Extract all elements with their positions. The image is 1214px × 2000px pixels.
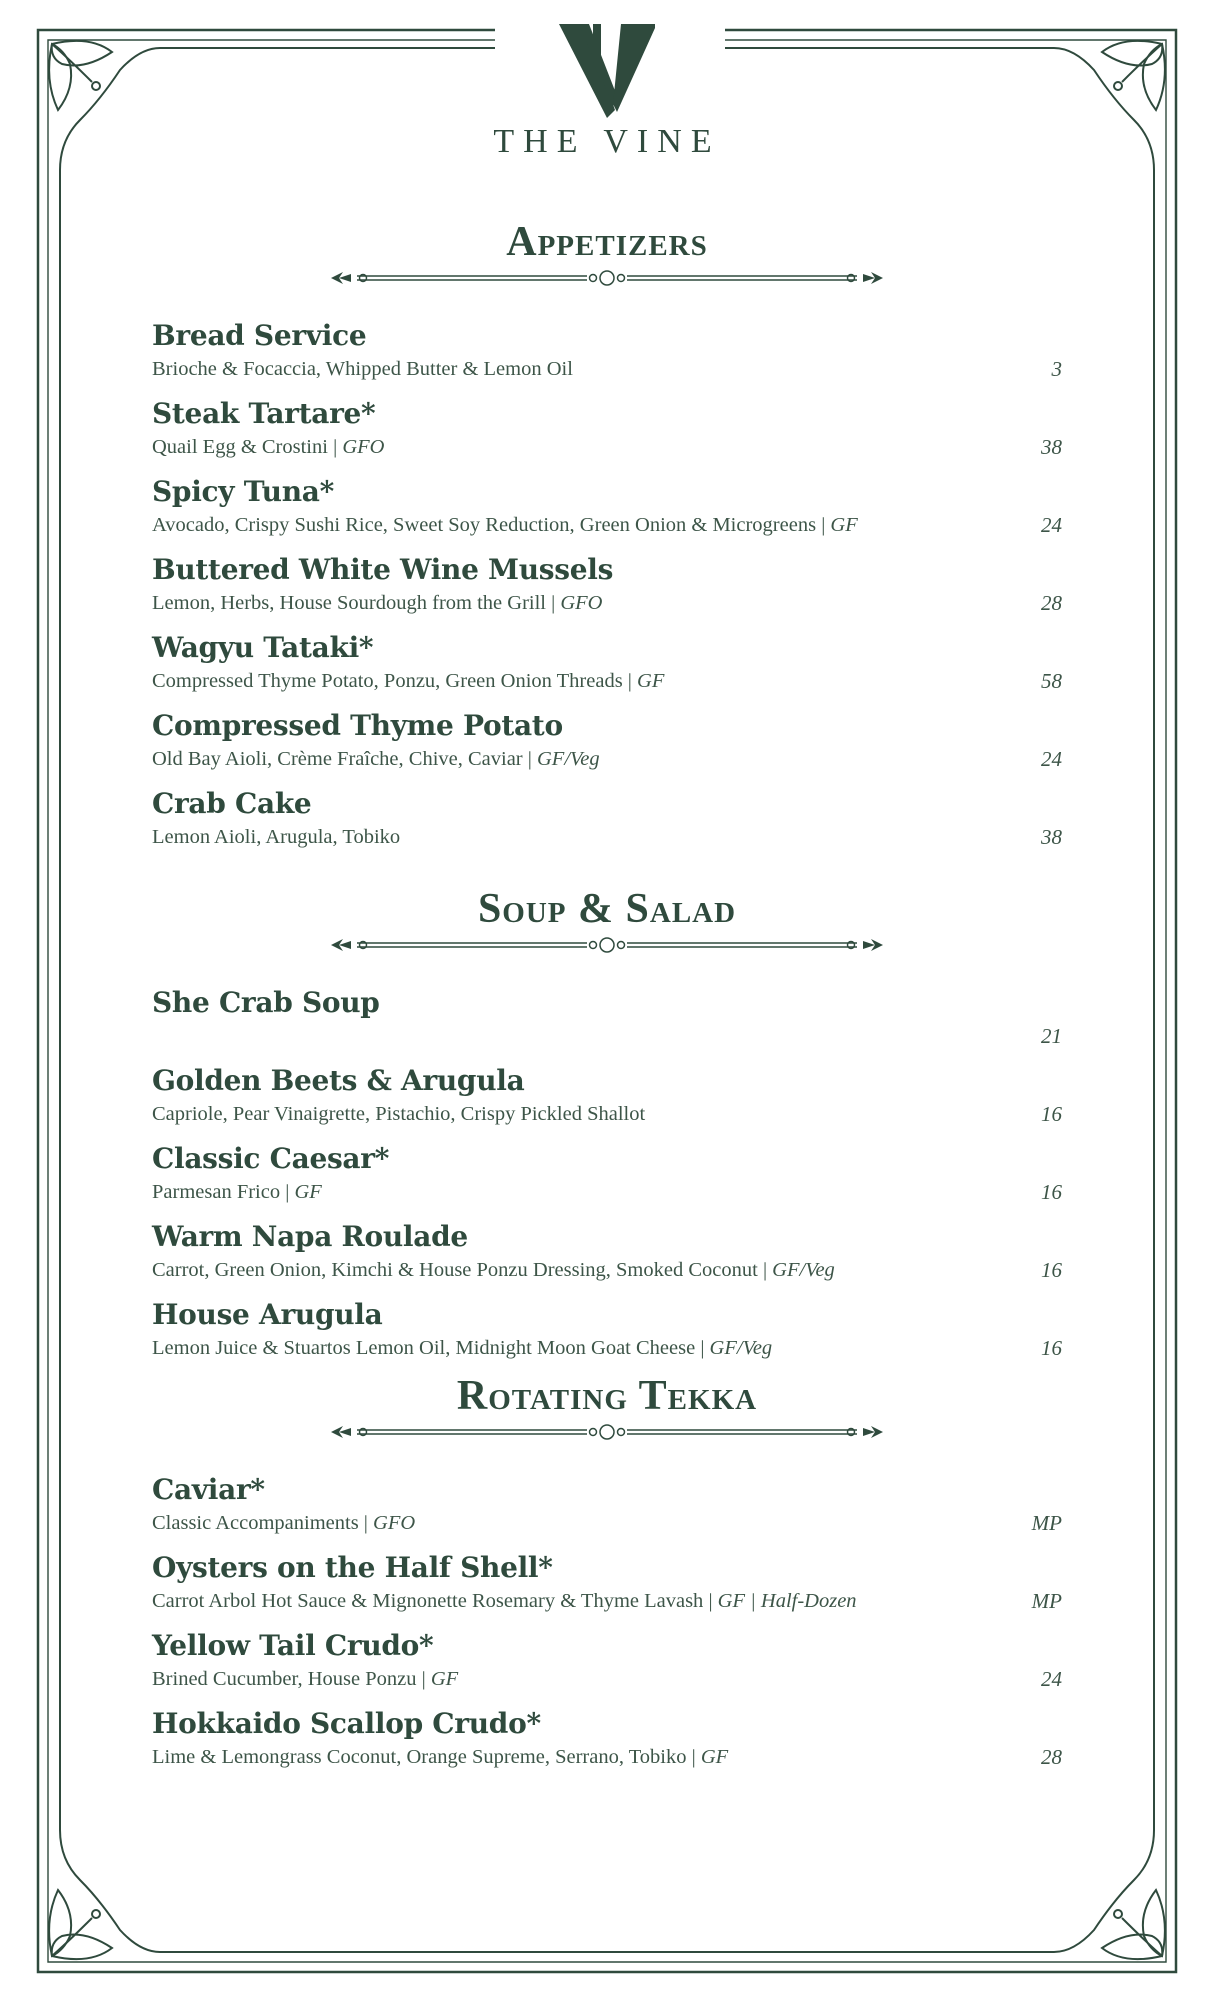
menu-item xyxy=(152,474,1062,552)
dietary-tag: GF/Veg xyxy=(537,748,600,770)
menu-item-name: Hokkaido Scallop Crudo* xyxy=(152,1707,541,1740)
menu-item-detail-line xyxy=(152,510,1062,542)
menu-item-price: 21 xyxy=(1041,1024,1062,1048)
menu-item-detail-line xyxy=(152,1333,1062,1365)
vine-logo-mark xyxy=(555,22,659,118)
section-divider xyxy=(327,1422,887,1442)
menu-item xyxy=(152,1550,1062,1628)
menu-item-name: Yellow Tail Crudo* xyxy=(152,1629,434,1662)
menu-item-detail-line xyxy=(152,1177,1062,1209)
tag-separator: | xyxy=(546,592,561,614)
tag-separator: | xyxy=(622,670,638,692)
menu-item-name: Classic Caesar* xyxy=(152,1142,390,1175)
brand-name: THE VINE xyxy=(493,123,721,160)
menu-item-price: 28 xyxy=(1041,591,1062,615)
menu-item-price: 38 xyxy=(1041,435,1062,459)
menu-item-name: Compressed Thyme Potato xyxy=(152,709,563,742)
menu-item xyxy=(152,1063,1062,1141)
menu-item-detail-line xyxy=(152,1742,1062,1774)
menu-item-price: 38 xyxy=(1041,825,1062,849)
menu-item-name: Oysters on the Half Shell* xyxy=(152,1551,553,1584)
menu-item-name: Crab Cake xyxy=(152,787,312,820)
menu-item-list xyxy=(152,985,1062,1375)
menu-item-price: 24 xyxy=(1041,747,1062,771)
menu-item-description: Avocado, Crispy Sushi Rice, Sweet Soy Reduction, Green Onion & Microgreens xyxy=(152,514,817,536)
menu-item-price: 16 xyxy=(1041,1180,1062,1204)
menu-item-name: Wagyu Tataki* xyxy=(152,631,374,664)
menu-item-name: She Crab Soup xyxy=(152,986,380,1019)
tag-separator: | xyxy=(358,1512,374,1534)
dietary-tag: GFO xyxy=(373,1512,416,1534)
menu-item-price: 24 xyxy=(1041,513,1062,537)
dietary-tag: GF/Veg xyxy=(709,1337,773,1359)
menu-item xyxy=(152,1141,1062,1219)
section-title: Rotating Tekka xyxy=(456,1373,758,1419)
menu-item-price: MP xyxy=(1031,1511,1062,1535)
menu-item xyxy=(152,1297,1062,1375)
tag-separator: | xyxy=(416,1668,431,1690)
menu-item xyxy=(152,1706,1062,1784)
menu-item-description: Brined Cucumber, House Ponzu xyxy=(152,1668,417,1690)
menu-item-description: Carrot, Green Onion, Kimchi & House Ponzu Dressing, Smoked Coconut xyxy=(152,1259,758,1281)
tag-separator: | xyxy=(757,1259,773,1281)
menu-item-detail-line xyxy=(152,666,1062,698)
menu-item-detail-line xyxy=(152,1255,1062,1287)
menu-item-list xyxy=(152,318,1062,864)
menu-item-name: Spicy Tuna* xyxy=(152,475,334,508)
menu-item-description: Compressed Thyme Potato, Ponzu, Green Onion Threads xyxy=(152,670,623,692)
menu-item-description: Lemon, Herbs, House Sourdough from the Grill xyxy=(152,592,546,614)
menu-item-detail-line xyxy=(152,1508,1062,1540)
menu-item-detail-line xyxy=(152,744,1062,776)
dietary-tag: GF xyxy=(637,670,665,692)
tag-separator: | xyxy=(280,1181,295,1203)
menu-item-price: MP xyxy=(1031,1589,1062,1613)
menu-item-detail-line xyxy=(152,1099,1062,1131)
tag-separator: | xyxy=(522,748,537,770)
menu-item xyxy=(152,318,1062,396)
menu-item xyxy=(152,630,1062,708)
menu-item-description: Quail Egg & Crostini xyxy=(152,436,328,458)
menu-item-name: Caviar* xyxy=(152,1473,265,1506)
menu-item xyxy=(152,985,1062,1063)
menu-item-description: Old Bay Aioli, Crème Fraîche, Chive, Caviar xyxy=(152,748,523,770)
menu-item-price: 28 xyxy=(1041,1745,1062,1769)
menu-item-description: Capriole, Pear Vinaigrette, Pistachio, Crispy Pickled Shallot xyxy=(152,1103,646,1125)
menu-item xyxy=(152,1219,1062,1297)
menu-item-detail-line xyxy=(152,588,1062,620)
menu-item xyxy=(152,708,1062,786)
menu-item-price: 16 xyxy=(1041,1336,1062,1360)
dietary-tag: GFO xyxy=(342,436,385,458)
tag-separator: | xyxy=(695,1337,710,1359)
menu-item-name: Warm Napa Roulade xyxy=(152,1220,468,1253)
menu-item-name: Bread Service xyxy=(152,319,367,352)
menu-item-description: Lemon Juice & Stuartos Lemon Oil, Midnight Moon Goat Cheese xyxy=(152,1337,696,1359)
menu-item-price: 16 xyxy=(1041,1258,1062,1282)
menu-item xyxy=(152,1472,1062,1550)
section-divider xyxy=(327,268,887,288)
tag-separator: | xyxy=(686,1746,701,1768)
dietary-tag: GF xyxy=(430,1668,459,1690)
dietary-tag: GF/Veg xyxy=(772,1259,835,1281)
dietary-tag: GF xyxy=(700,1746,729,1768)
menu-item-description: Parmesan Frico xyxy=(152,1181,281,1203)
menu-item-detail-line xyxy=(152,822,1062,854)
tag-separator: | xyxy=(816,514,831,536)
tag-separator: | xyxy=(703,1590,718,1612)
menu-item-description: Lime & Lemongrass Coconut, Orange Supreme, Serrano, Tobiko xyxy=(152,1746,687,1768)
menu-section xyxy=(152,218,1062,864)
menu-item-description: Lemon Aioli, Arugula, Tobiko xyxy=(152,826,401,848)
menu-item-name: Buttered White Wine Mussels xyxy=(152,553,614,586)
tag-separator: | xyxy=(327,436,343,458)
menu-item-detail-line xyxy=(152,1664,1062,1696)
section-title: Appetizers xyxy=(506,219,708,265)
menu-item xyxy=(152,396,1062,474)
menu-item-detail-line xyxy=(152,1021,1062,1053)
dietary-tag: GF xyxy=(830,514,858,536)
menu-item-description: Carrot Arbol Hot Sauce & Mignonette Rosemary & Thyme Lavash xyxy=(152,1590,704,1612)
section-divider xyxy=(327,935,887,955)
menu-item-price: 16 xyxy=(1041,1102,1062,1126)
section-title: Soup & Salad xyxy=(477,886,737,932)
menu-item xyxy=(152,552,1062,630)
menu-item-list xyxy=(152,1472,1062,1784)
dietary-tag: GF | Half-Dozen xyxy=(717,1590,857,1612)
dietary-tag: GFO xyxy=(560,592,603,614)
menu-item xyxy=(152,786,1062,864)
menu-item-name: Steak Tartare* xyxy=(152,397,376,430)
menu-item-price: 58 xyxy=(1041,669,1062,693)
menu-item-name: Golden Beets & Arugula xyxy=(152,1064,525,1097)
menu-item-detail-line xyxy=(152,1586,1062,1618)
menu-item-description: Brioche & Focaccia, Whipped Butter & Lemon Oil xyxy=(152,358,573,380)
menu-item-price: 3 xyxy=(1051,357,1062,381)
menu-item-name: House Arugula xyxy=(152,1298,383,1331)
dietary-tag: GF xyxy=(294,1181,322,1203)
menu-item-detail-line xyxy=(152,354,1062,386)
menu-section xyxy=(152,885,1062,1375)
menu-item-description: Classic Accompaniments xyxy=(152,1512,359,1534)
corner-flourish xyxy=(49,41,112,110)
menu-section xyxy=(152,1372,1062,1784)
menu-item-price: 24 xyxy=(1041,1667,1062,1691)
menu-item-detail-line xyxy=(152,432,1062,464)
menu-item xyxy=(152,1628,1062,1706)
